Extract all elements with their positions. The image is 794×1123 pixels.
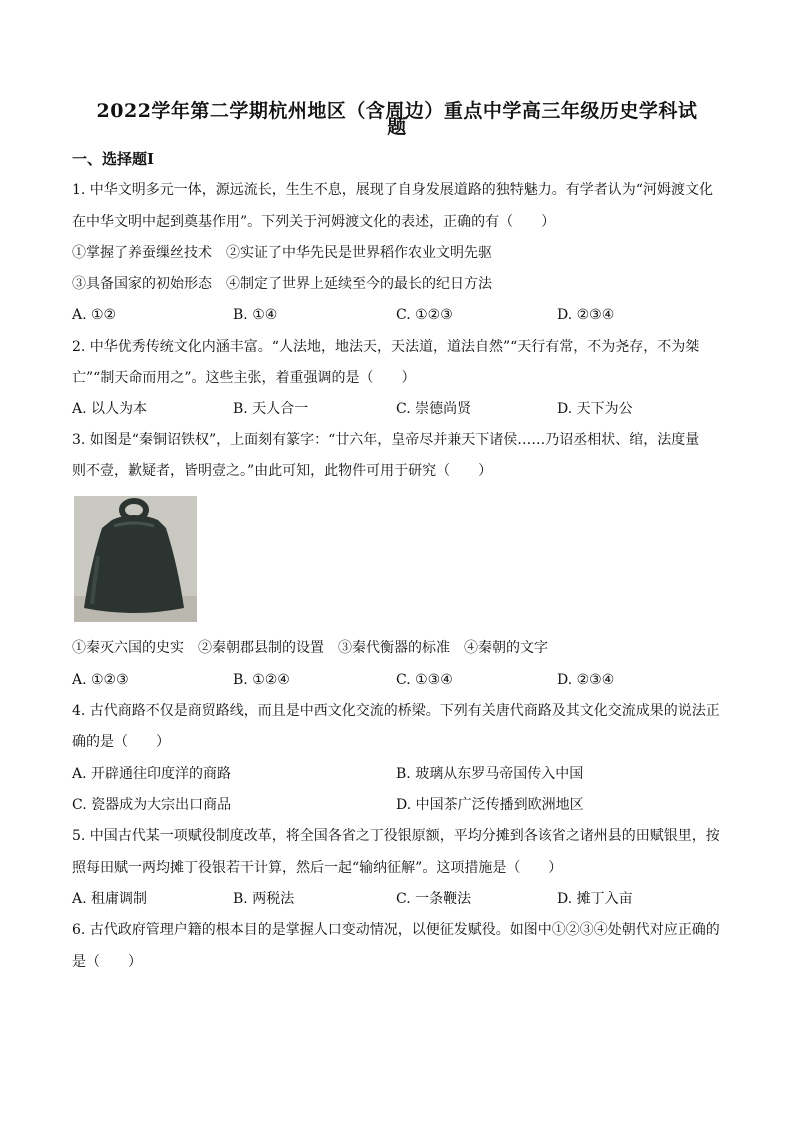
q1-statements-line2: ③具备国家的初始形态 ④制定了世界上延续至今的最长的纪日方法 bbox=[72, 276, 492, 292]
q2-option-b: B. 天人合一 bbox=[233, 401, 309, 417]
q5-option-d: D. 摊丁入亩 bbox=[557, 891, 633, 907]
q1-option-d: D. ②③④ bbox=[557, 307, 615, 323]
q3-option-c: C. ①③④ bbox=[396, 672, 453, 688]
q5-option-b: B. 两税法 bbox=[233, 891, 295, 907]
q5-stem-line2: 照每田赋一两均摊丁役银若干计算，然后一起“输纳征解”。这项措施是（ ） bbox=[72, 860, 563, 876]
q1-statements-line1: ①掌握了养蚕缫丝技术 ②实证了中华先民是世界稻作农业文明先驱 bbox=[72, 245, 492, 261]
exam-title-line1: 2022学年第二学期杭州地区（含周边）重点中学高三年级历史学科试 bbox=[96, 100, 698, 122]
q5-option-a: A. 租庸调制 bbox=[72, 891, 148, 907]
q6-stem-line2: 是（ ） bbox=[72, 954, 142, 970]
q5-option-c: C. 一条鞭法 bbox=[396, 891, 472, 907]
q3-option-b: B. ①②④ bbox=[233, 672, 290, 688]
q3-option-d: D. ②③④ bbox=[557, 672, 615, 688]
q1-stem-line2: 在中华文明中起到奠基作用”。下列关于河姆渡文化的表述，正确的有（ ） bbox=[72, 214, 556, 230]
q2-option-a: A. 以人为本 bbox=[72, 401, 148, 417]
q1-option-a: A. ①② bbox=[72, 307, 117, 323]
exam-title-line2: 题 bbox=[387, 116, 407, 138]
q4-option-c: C. 瓷器成为大宗出口商品 bbox=[72, 797, 232, 813]
bronze-weight-photo bbox=[74, 496, 197, 622]
q3-stem-line2: 则不壹，歉疑者，皆明壹之。”由此可知，此物件可用于研究（ ） bbox=[72, 463, 493, 479]
q4-option-d: D. 中国茶广泛传播到欧洲地区 bbox=[396, 797, 584, 813]
q3-statements: ①秦灭六国的史实 ②秦朝郡县制的设置 ③秦代衡器的标准 ④秦朝的文字 bbox=[72, 640, 548, 656]
q1-option-c: C. ①②③ bbox=[396, 307, 453, 323]
qin-weight-illustration bbox=[74, 496, 197, 622]
q2-option-d: D. 天下为公 bbox=[557, 401, 633, 417]
q2-stem-line1: 2. 中华优秀传统文化内涵丰富。“人法地，地法天，天法道，道法自然”“天行有常，不为尧存，不为桀 bbox=[72, 339, 700, 355]
q4-stem-line2: 确的是（ ） bbox=[72, 734, 170, 750]
q4-option-a: A. 开辟通往印度洋的商路 bbox=[72, 766, 232, 782]
q2-stem-line2: 亡”“制天命而用之”。这些主张，着重强调的是（ ） bbox=[72, 370, 416, 386]
q2-option-c: C. 崇德尚贤 bbox=[396, 401, 472, 417]
q4-stem-line1: 4. 古代商路不仅是商贸路线，而且是中西文化交流的桥梁。下列有关唐代商路及其文化交流成果的说法正 bbox=[72, 703, 720, 719]
q3-stem-line1: 3. 如图是“秦铜诏铁权”，上面刻有篆字：“廿六年，皇帝尽并兼天下诸侯……乃诏丞相状、绾，法度量 bbox=[72, 432, 700, 448]
q4-option-b: B. 玻璃从东罗马帝国传入中国 bbox=[396, 766, 584, 782]
q1-stem-line1: 1. 中华文明多元一体，源远流长，生生不息，展现了自身发展道路的独特魅力。有学者认为“河姆渡文化 bbox=[72, 182, 713, 198]
q5-stem-line1: 5. 中国古代某一项赋役制度改革，将全国各省之丁役银原额，平均分摊到各该省之诸州县的田赋银里，按 bbox=[72, 828, 720, 844]
q3-option-a: A. ①②③ bbox=[72, 672, 129, 688]
q6-stem-line1: 6. 古代政府管理户籍的根本目的是掌握人口变动情况，以便征发赋役。如图中①②③④处朝代对应正确的 bbox=[72, 922, 720, 938]
section-heading: 一、选择题Ⅰ bbox=[72, 150, 155, 168]
q1-option-b: B. ①④ bbox=[233, 307, 278, 323]
